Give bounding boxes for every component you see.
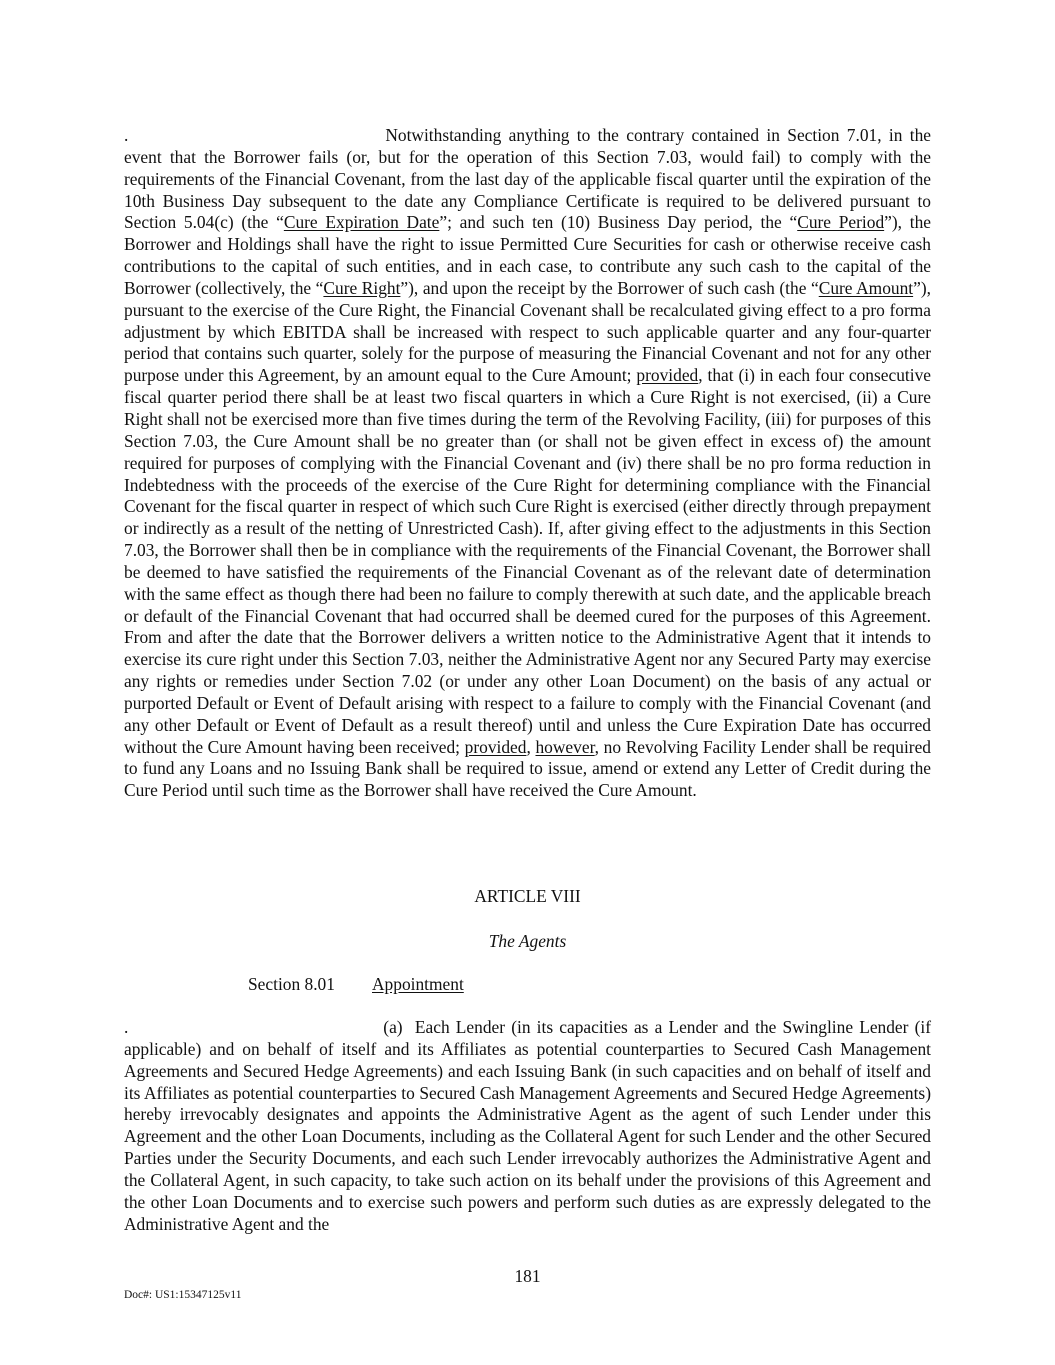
section-heading xyxy=(248,974,464,996)
appointment-paragraph-block xyxy=(124,1017,936,1235)
paragraph-lead-marker: . xyxy=(124,125,129,145)
document-id: Doc#: US1:15347125v11 xyxy=(124,1289,242,1301)
page-number: 181 xyxy=(514,1266,541,1286)
provided-proviso: provided xyxy=(464,736,527,757)
provided-proviso: provided xyxy=(636,365,699,386)
article-heading: ARTICLE VIII xyxy=(474,886,581,906)
defined-term-cure-right: Cure Right xyxy=(323,277,401,298)
defined-term-cure-expiration-date: Cure Expiration Date xyxy=(283,212,440,233)
section-number: Section 8.01 xyxy=(248,974,335,994)
defined-term-cure-amount: Cure Amount xyxy=(818,277,914,298)
cure-right-paragraph-block xyxy=(124,125,931,802)
article-subtitle: The Agents xyxy=(488,931,567,951)
defined-term-cure-period: Cure Period xyxy=(797,212,885,233)
cure-right-paragraph: . Notwithstanding anything to the contrary contained in Section 7.01, in the event that the Borrower fails (or, but for the operation of this Section 7.03, would fail) to comply with the requirements of the Financial Covenant, from the last day of the applicable fiscal quarter until the expiration of the 10th Business Day subsequent to the date any Compliance Certificate is required to be delivered pursuant to Section 5.04(c) (the “Cure Expiration Date”; and such ten (10) Business Day period, the “Cure Period”), the Borrower and Holdings shall have the right to issue Permitted Cure Securities for cash or otherwise receive cash contributions to the capital of such entities, and in each case, to contribute any such cash to the capital of the Borrower (collectively, the “Cure Right”), and upon the receipt by the Borrower of such cash (the “Cure Amount”), pursuant to the exercise of the Cure Right, the Financial Covenant shall be recalculated giving effect to a pro forma adjustment by which EBITDA shall be increased with respect to such applicable quarter and any four-quarter period that contains such quarter, solely for the purpose of measuring the Financial Covenant and not for any other purpose under this Agreement, by an amount equal to the Cure Amount; provided, that (i) in each four consecutive fiscal quarter period there shall be at least two fiscal quarters in which a Cure Right is not exercised, (ii) a Cure Right shall not be exercised more than five times during the term of the Revolving Facility, (iii) for purposes of this Section 7.03, the Cure Amount shall be no greater than (or shall not be given effect in excess of) the amount required for purposes of complying with the Financial Covenant and (iv) there shall be no pro forma reduction in Indebtedness with the proceeds of the exercise of the Cure Right for determining compliance with the Financial Covenant for the fiscal quarter in respect of which such Cure Right is exercised (either directly through prepayment or indirectly as a result of the netting of Unrestricted Cash). If, after giving effect to the adjustments in this Section 7.03, the Borrower shall then be in compliance with the requirements of the Financial Covenant, the Borrower shall be deemed to have satisfied the requirements of the Financial Covenant as of the relevant date of determination with the same effect as though there had been no failure to comply therewith at such date, and the applicable breach or default of the Financial Covenant that had occurred shall be deemed cured for the purposes of this Agreement. From and after the date that the Borrower delivers a written notice to the Administrative Agent that it intends to exercise its cure right under this Section 7.03, neither the Administrative Agent nor any Secured Party may exercise any rights or remedies under Section 7.02 (or under any other Loan Document) on the basis of any actual or purported Default or Event of Default arising with respect to a failure to comply with the Financial Covenant (and any other Default or Event of Default as a result thereof) until and unless the Cure Expiration Date has occurred without the Cure Amount having been received; provided, however, no Revolving Facility Lender shall be required to fund any Loans and no Issuing Bank shall be required to issue, amend or extend any Letter of Credit during the Cure Period until such time as the Borrower shall have received the Cure Amount. xyxy=(124,125,931,801)
however-proviso: however xyxy=(535,736,595,757)
section-title: Appointment xyxy=(372,974,464,994)
appointment-paragraph: . (a) Each Lender (in its capacities as a Lender and the Swingline Lender (if applicable) and on behalf of itself and its Affiliates as potential counterparties to Secured Cash Management Agreements and Secured Hedge Agreements) and each Issuing Bank (in such capacities and on behalf of itself and its Affiliates as potential counterparties to Secured Cash Management Agreements and Secured Hedge Agreements) hereby irrevocably designates and appoints the Administrative Agent as the agent of such Lender under this Agreement and the other Loan Documents, including as the Collateral Agent for such Lender and the other Secured Parties under the Security Documents, and each such Lender irrevocably authorizes the Administrative Agent and the Collateral Agent, in such capacity, to take such action on its behalf under the provisions of this Agreement and the other Loan Documents and to exercise such powers and perform such duties as are expressly delegated to the Administrative Agent and the xyxy=(124,1017,936,1234)
paragraph-lead-marker: . xyxy=(124,1017,129,1037)
